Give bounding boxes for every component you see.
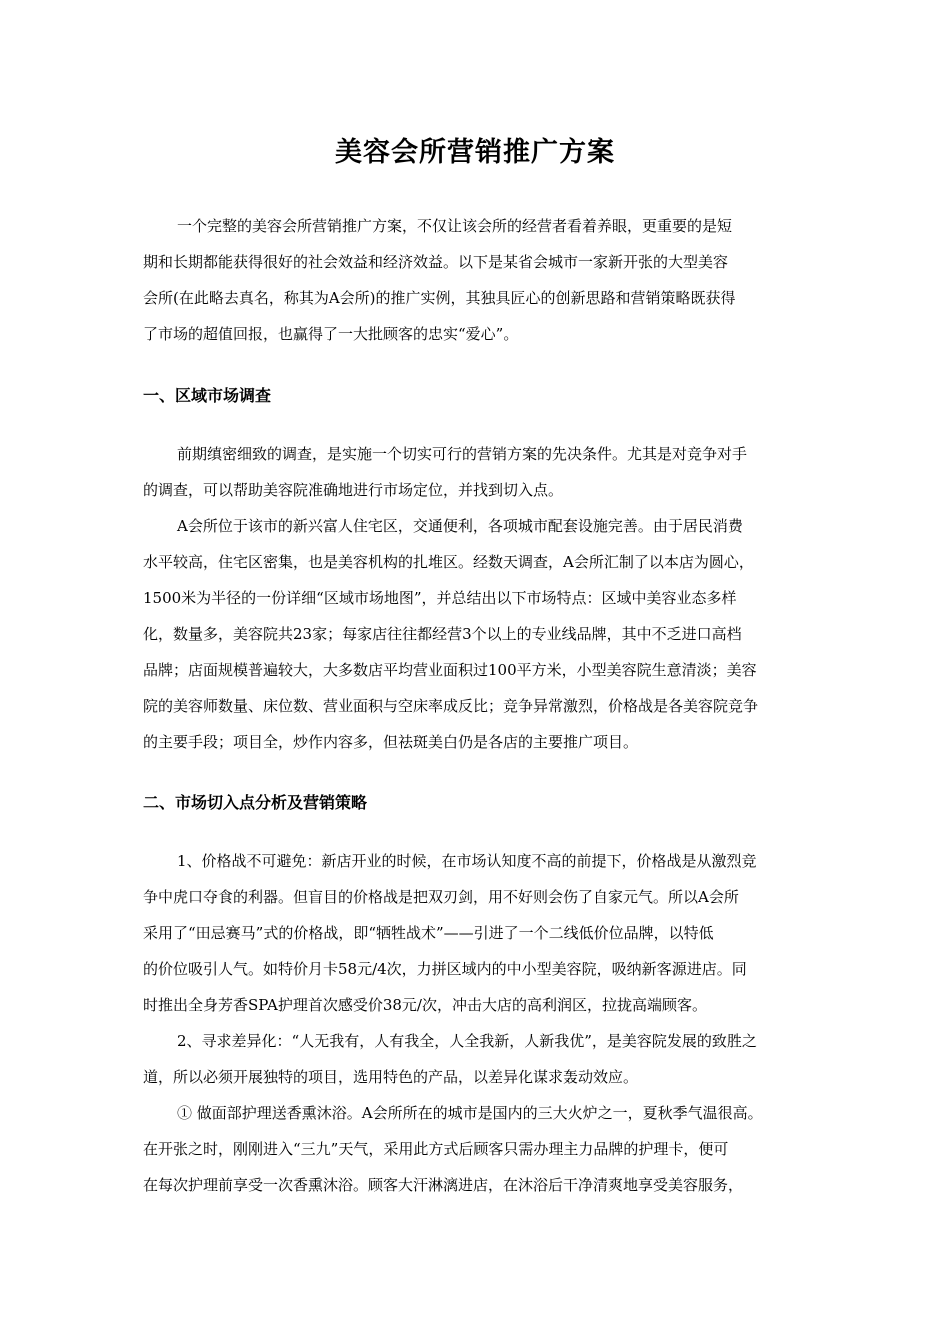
paragraph-line: 品牌；店面规模普遍较大，大多数店平均营业面积过100平方米，小型美容院生意清淡；美容 <box>143 661 757 679</box>
section2-paragraph-2 <box>143 1023 811 1095</box>
paragraph-line: 的主要手段；项目全，炒作内容多，但祛斑美白仍是各店的主要推广项目。 <box>143 733 639 751</box>
paragraph-line: 前期缜密细致的调查，是实施一个切实可行的营销方案的先决条件。尤其是对竞争对手 <box>177 445 748 463</box>
paragraph-line: 在每次护理前享受一次香熏沐浴。顾客大汗淋漓进店，在沐浴后干净清爽地享受美容服务， <box>143 1176 744 1194</box>
section2-paragraph-3 <box>143 1095 811 1203</box>
intro-paragraph <box>143 208 811 352</box>
paragraph-line: 时推出全身芳香SPA护理首次感受价38元/次，冲击大店的高利润区，拉拢高端顾客。 <box>143 996 707 1014</box>
paragraph-line: 道，所以必须开展独特的项目，选用特色的产品，以差异化谋求轰动效应。 <box>143 1068 639 1086</box>
section-heading-2: 二、市场切入点分析及营销策略 <box>143 793 368 812</box>
paragraph-line: 院的美容师数量、床位数、营业面积与空床率成反比；竞争异常激烈，价格战是各美容院竞争 <box>143 697 759 715</box>
paragraph-line: 的价位吸引人气。如特价月卡58元/4次，力拼区域内的中小型美容院，吸纳新客源进店。同 <box>143 960 747 978</box>
section-heading-1: 一、区域市场调查 <box>143 386 272 405</box>
paragraph-line: 1500米为半径的一份详细“区域市场地图”，并总结出以下市场特点：区域中美容业态多样 <box>143 589 737 607</box>
paragraph-line: 采用了“田忌赛马”式的价格战，即“牺牲战术”——引进了一个二线低价位品牌，以特低 <box>143 924 714 942</box>
paragraph-line: 的调查，可以帮助美容院准确地进行市场定位，并找到切入点。 <box>143 481 564 499</box>
paragraph-line: ① 做面部护理送香熏沐浴。A会所所在的城市是国内的三大火炉之一，夏秋季气温很高。 <box>177 1104 763 1122</box>
paragraph-line: 在开张之时，刚刚进入“三九”天气，采用此方式后顾客只需办理主力品牌的护理卡，便可 <box>143 1140 729 1158</box>
paragraph-line: 化，数量多，美容院共23家；每家店往往都经营3个以上的专业线品牌，其中不乏进口高档 <box>143 625 742 643</box>
document-title: 美容会所营销推广方案 <box>335 137 615 168</box>
paragraph-line: 争中虎口夺食的利器。但盲目的价格战是把双刃剑，用不好则会伤了自家元气。所以A会所 <box>143 888 739 906</box>
paragraph-line: A会所位于该市的新兴富人住宅区，交通便利，各项城市配套设施完善。由于居民消费 <box>177 517 743 535</box>
paragraph-line: 水平较高，住宅区密集，也是美容机构的扎堆区。经数天调查，A会所汇制了以本店为圆心， <box>143 553 754 571</box>
paragraph-line: 会所(在此略去真名，称其为A会所)的推广实例，其独具匠心的创新思路和营销策略既获得 <box>143 289 736 307</box>
paragraph-line: 了市场的超值回报，也赢得了一大批顾客的忠实“爱心”。 <box>143 325 519 343</box>
paragraph-line: 1、价格战不可避免：新店开业的时候，在市场认知度不高的前提下，价格战是从激烈竞 <box>177 852 757 870</box>
paragraph-line: 期和长期都能获得很好的社会效益和经济效益。以下是某省会城市一家新开张的大型美容 <box>143 253 729 271</box>
section1-paragraph-2 <box>143 508 811 760</box>
paragraph-line: 一个完整的美容会所营销推广方案，不仅让该会所的经营者看着养眼，更重要的是短 <box>177 217 733 235</box>
section2-paragraph-1 <box>143 843 811 1023</box>
section1-paragraph-1 <box>143 436 811 508</box>
paragraph-line: 2、寻求差异化：“人无我有，人有我全，人全我新，人新我优”，是美容院发展的致胜之 <box>177 1032 757 1050</box>
